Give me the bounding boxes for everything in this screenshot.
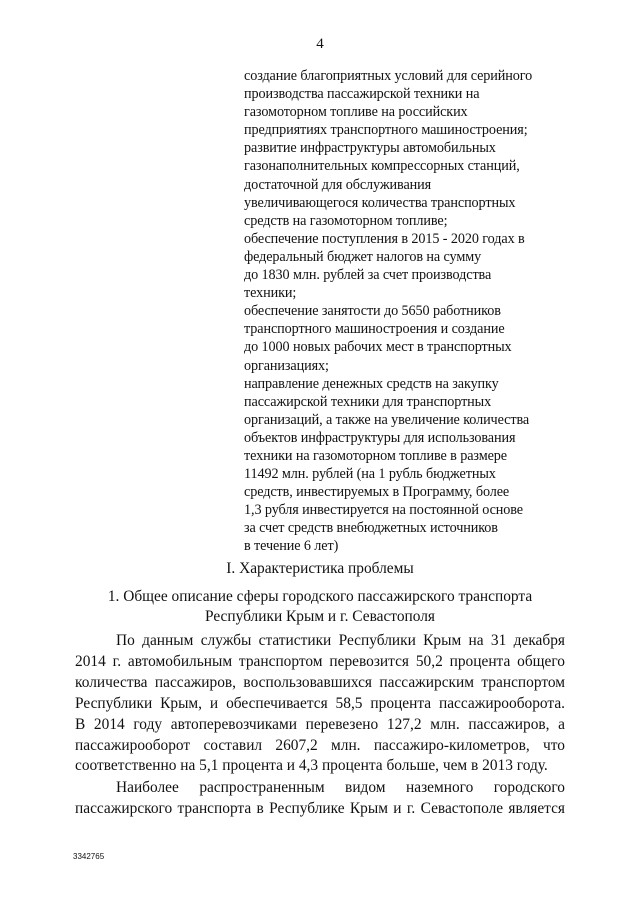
goal-line: газомоторном топливе на российских bbox=[244, 104, 468, 121]
goal-line: организациях; bbox=[244, 357, 329, 374]
goal-line: объектов инфраструктуры для использования bbox=[244, 429, 516, 446]
document-code: 3342765 bbox=[73, 852, 105, 861]
goal-line: в течение 6 лет) bbox=[244, 538, 339, 555]
goal-line: до 1000 новых рабочих мест в транспортных bbox=[244, 339, 512, 356]
subsection-heading-line: Республики Крым и г. Севастополя bbox=[204, 608, 436, 625]
paragraph-line: По данным службы статистики Республики Крым на 31 декабря bbox=[116, 632, 565, 649]
goal-line: достаточной для обслуживания bbox=[244, 176, 432, 193]
goal-line: создание благоприятных условий для серийного bbox=[244, 68, 533, 84]
goal-line: направление денежных средств на закупку bbox=[244, 375, 499, 392]
paragraph-line: Наиболее распространенным видом наземного городского bbox=[116, 779, 565, 796]
goal-line: газонаполнительных компрессорных станций, bbox=[244, 158, 520, 175]
goal-line: средств на газомоторном топливе; bbox=[244, 212, 448, 229]
goal-line: обеспечение поступления в 2015 - 2020 годах в bbox=[244, 230, 525, 247]
program-goals-list bbox=[244, 67, 564, 556]
paragraph-line: В 2014 году автоперевозчиками перевезено 127,2 млн. пассажиров, а bbox=[75, 715, 565, 733]
paragraph-line: пассажирского транспорта в Республике Крым и г. Севастополе является bbox=[75, 799, 565, 817]
goal-line: организаций, а также на увеличение количества bbox=[244, 411, 530, 428]
goal-line: производства пассажирской техники на bbox=[244, 86, 480, 103]
goal-line: 1,3 рубля инвестируется на постоянной основе bbox=[244, 502, 524, 519]
page-number: 4 bbox=[316, 36, 324, 52]
subsection-heading bbox=[0, 587, 640, 627]
goal-line: до 1830 млн. рублей за счет производства bbox=[244, 267, 492, 284]
goal-line: техники на газомоторном топливе в размере bbox=[244, 447, 507, 464]
goal-line: за счет средств внебюджетных источников bbox=[244, 520, 498, 537]
goal-line: средств, инвестируемых в Программу, более bbox=[244, 484, 510, 501]
paragraph-line: количества пассажиров, воспользовавшихся пассажирским транспортом bbox=[75, 673, 565, 691]
goal-line: увеличивающегося количества транспортных bbox=[244, 194, 516, 211]
section-heading: I. Характеристика проблемы bbox=[226, 560, 414, 577]
body-paragraph bbox=[75, 631, 565, 777]
goal-line: транспортного машиностроения и создание bbox=[244, 321, 505, 338]
goal-line: 11492 млн. рублей (на 1 рубль бюджетных bbox=[244, 466, 496, 483]
body-paragraph bbox=[75, 778, 565, 820]
goal-line: федеральный бюджет налогов на сумму bbox=[244, 248, 482, 265]
goal-line: развитие инфраструктуры автомобильных bbox=[244, 140, 496, 157]
subsection-heading-line: 1. Общее описание сферы городского пассажирского транспорта bbox=[107, 588, 533, 605]
paragraph-line: пассажирооборот составил 2607,2 млн. пассажиро-километров, что bbox=[75, 736, 565, 754]
paragraph-line: соответственно на 5,1 процента и 4,3 процента больше, чем в 2013 году. bbox=[75, 757, 548, 775]
paragraph-line: Республики Крым, и обеспечивается 58,5 процента пассажирооборота. bbox=[75, 694, 565, 712]
goal-line: предприятиях транспортного машиностроения; bbox=[244, 122, 528, 139]
goal-line: пассажирской техники для транспортных bbox=[244, 393, 492, 410]
goal-line: обеспечение занятости до 5650 работников bbox=[244, 303, 501, 320]
paragraph-line: 2014 г. автомобильным транспортом перевозится 50,2 процента общего bbox=[75, 652, 565, 670]
goal-line: техники; bbox=[244, 285, 297, 302]
